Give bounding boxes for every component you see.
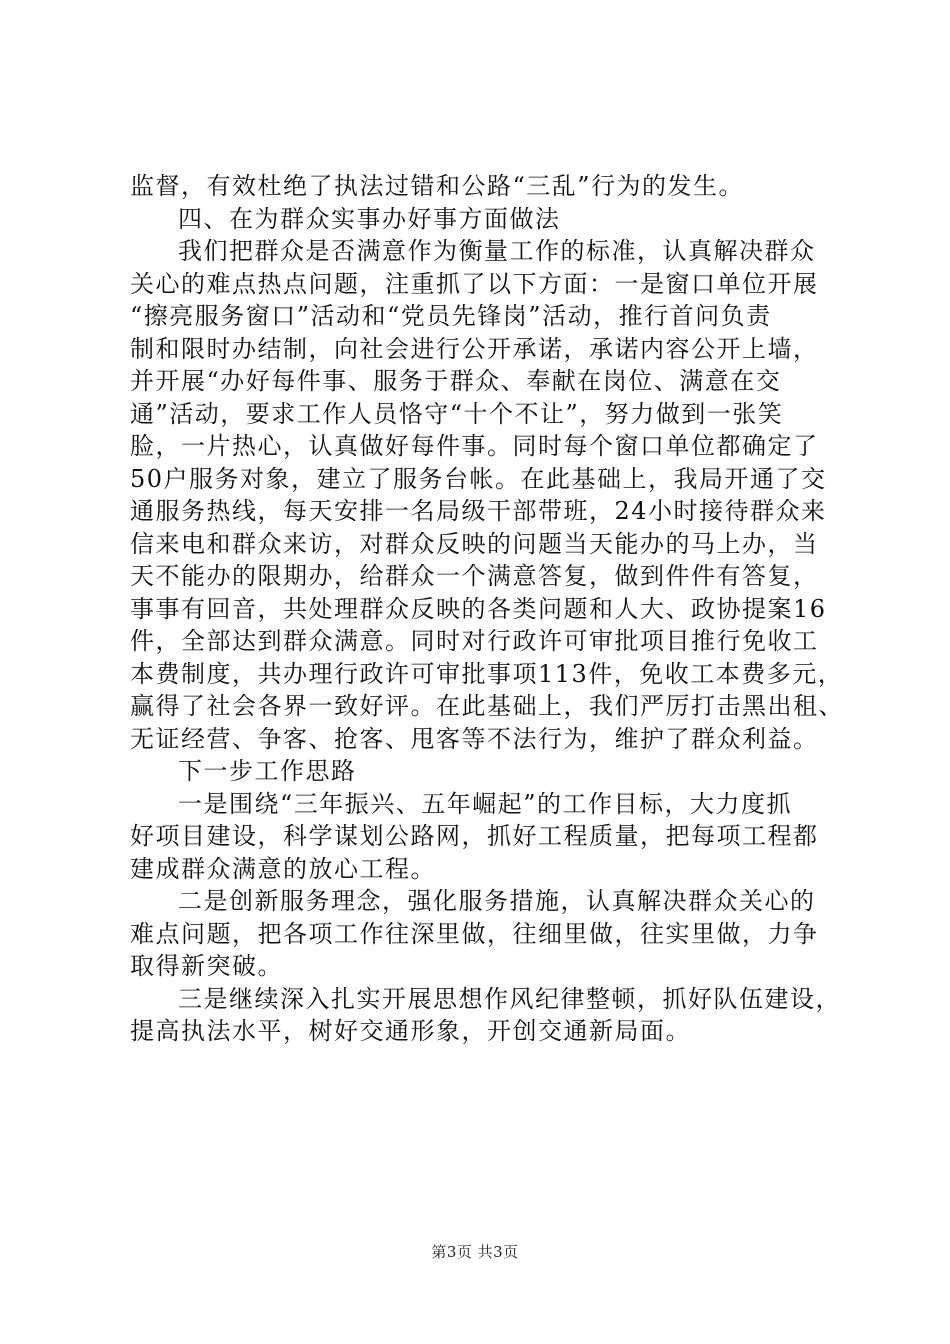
text-line: 建成群众满意的放心工程。	[130, 854, 436, 883]
text-line: 提高执法水平，树好交通形象，开创交通新局面。	[130, 1017, 691, 1045]
text-line: 本费制度，共办理行政许可审批事项113件，免收工本费多元，	[130, 659, 844, 688]
text-line: 三是继续深入扎实开展思想作风纪律整顿，抓好队伍建设，	[178, 984, 841, 1013]
text-line: 一是围绕“三年振兴、五年崛起”的工作目标，大力度抓	[178, 789, 793, 818]
text-line: 二是创新服务理念，强化服务措施，认真解决群众关心的	[178, 887, 816, 915]
text-line: 制和限时办结制，向社会进行公开承诺，承诺内容公开上墙，	[130, 334, 819, 363]
text-line: 并开展“办好每件事、服务于群众、奉献在岗位、满意在交	[130, 367, 782, 395]
section-heading: 下一步工作思路	[178, 757, 357, 785]
text-line: 件，全部达到群众满意。同时对行政许可审批项目推行免收工	[130, 627, 819, 655]
document-body	[130, 170, 844, 1048]
text-line: 我们把群众是否满意作为衡量工作的标准，认真解决群众	[178, 237, 816, 265]
text-line: 天不能办的限期办，给群众一个满意答复，做到件件有答复，	[130, 562, 819, 590]
page-number-label: 第3页 共3页	[431, 1243, 519, 1261]
text-line: 通”活动，要求工作人员恪守“十个不让”，努力做到一张笑	[130, 399, 784, 428]
text-line: 事事有回音，共处理群众反映的各类问题和人大、政协提案16	[130, 594, 827, 623]
text-line: 信来电和群众来访，对群众反映的问题当天能办的马上办，当	[130, 529, 819, 558]
text-line: 脸，一片热心，认真做好每件事。同时每个窗口单位都确定了	[130, 432, 819, 460]
text-line: 50户服务对象，建立了服务台帐。在此基础上，我局开通了交	[130, 464, 827, 493]
text-line: 监督，有效杜绝了执法过错和公路“三乱”行为的发生。	[130, 172, 745, 200]
text-line: 难点问题，把各项工作往深里做，往细里做，往实里做，力争	[130, 919, 819, 948]
text-line: 取得新突破。	[130, 952, 283, 980]
text-line: 赢得了社会各界一致好评。在此基础上，我们严厉打击黑出租、	[130, 692, 844, 720]
text-line: 通服务热线，每天安排一名局级干部带班，24小时接待群众来	[130, 497, 827, 525]
text-line: 好项目建设，科学谋划公路网，抓好工程质量，把每项工程都	[130, 822, 819, 850]
section-heading: 四、在为群众实事办好事方面做法	[178, 204, 561, 233]
page-footer	[0, 1242, 950, 1262]
text-line: “擦亮服务窗口”活动和“党员先锋岗”活动，推行首问负责	[130, 302, 772, 330]
text-line: 关心的难点热点问题，注重抓了以下方面：一是窗口单位开展	[130, 269, 819, 298]
text-line: 无证经营、争客、抢客、甩客等不法行为，维护了群众利益。	[130, 724, 819, 753]
